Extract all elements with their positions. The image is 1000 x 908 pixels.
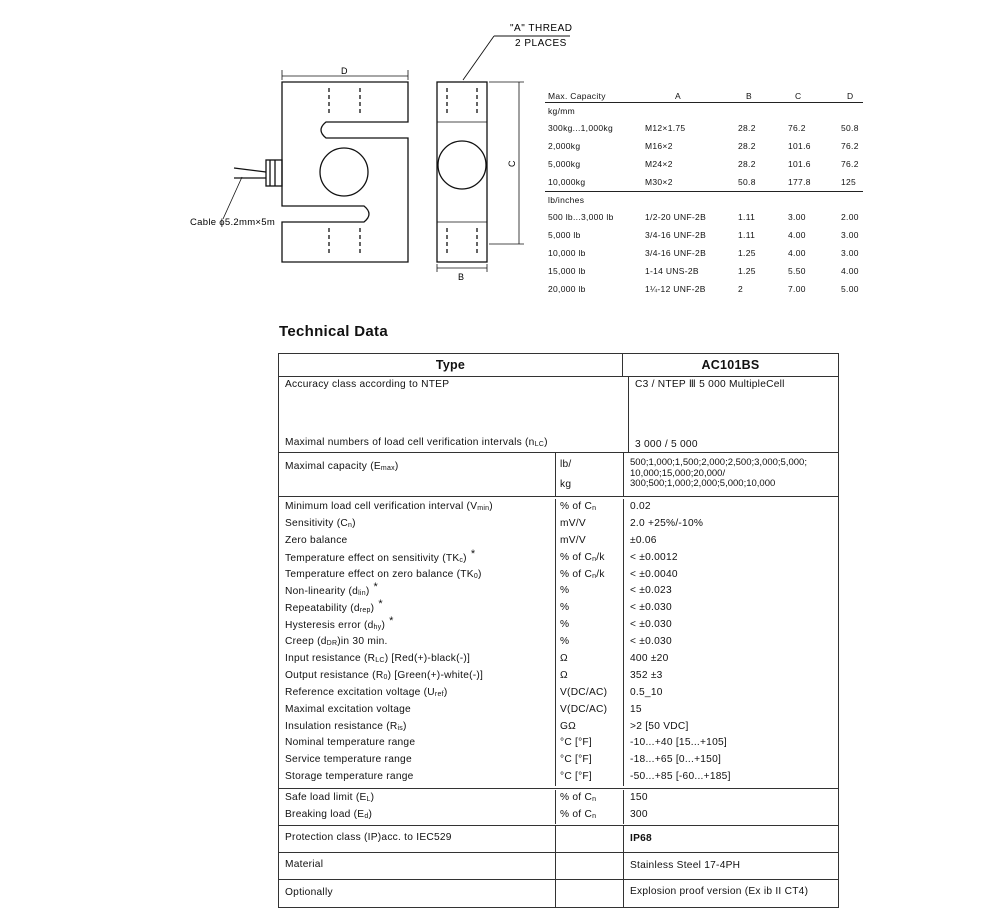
- parameter-value: < ±0.030: [630, 636, 672, 648]
- material-label: Material: [285, 858, 324, 870]
- dimension-cell: 4.00: [841, 266, 859, 276]
- parameter-unit: % of $C_n/k$: [560, 551, 605, 563]
- parameter-value: 0.02: [630, 501, 651, 512]
- dimension-cell: 2.00: [841, 212, 859, 222]
- dimension-cell: 1.25: [738, 248, 756, 258]
- dimension-cell: 28.2: [738, 159, 756, 169]
- dimension-cell: 125: [841, 177, 857, 187]
- parameter-unit: % of $C_n/k$: [560, 568, 605, 580]
- dimension-cell: 76.2: [788, 123, 806, 133]
- dimension-table: [545, 88, 863, 298]
- dimension-cell: 3.00: [788, 212, 806, 222]
- kg-rows: [545, 119, 863, 191]
- parameter-label: Temperature effect on zero balance $(TK_0)$: [285, 568, 482, 580]
- section-kg: [545, 103, 863, 119]
- protection-row: [279, 826, 838, 853]
- safe-load-label: Safe load limit $(E_L)$: [285, 792, 375, 804]
- parameter-value: < ±0.0040: [630, 568, 678, 580]
- parameter-label: Insulation resistance $(R_{is})$: [285, 720, 407, 732]
- parameter-label: Storage temperature range: [285, 771, 414, 783]
- parameter-value: -50...+85 [-60...+185]: [630, 771, 731, 783]
- parameter-unit: %: [560, 636, 570, 648]
- dimension-cell: 5,000kg: [548, 159, 581, 169]
- cable-gland: [266, 160, 282, 186]
- header-model: AC101BS: [622, 354, 838, 376]
- parameter-value: 15: [630, 703, 642, 715]
- header-d: D: [847, 91, 854, 101]
- parameter-label: Hysteresis error $(d_{hy})$ *: [285, 615, 394, 632]
- optionally-row: [279, 880, 838, 907]
- capacity-unit-lb: lb/: [560, 459, 572, 470]
- dimension-cell: 300kg...1,000kg: [548, 123, 613, 133]
- parameter-value: 352 ±3: [630, 669, 663, 681]
- dimension-cell: 28.2: [738, 141, 756, 151]
- safe-load-value: 150: [630, 792, 648, 804]
- parameter-value: < ±0.030: [630, 619, 672, 631]
- parameter-unit: °C [°F]: [560, 754, 592, 766]
- dimension-cell: M30×2: [645, 177, 673, 187]
- header-a: A: [675, 91, 681, 101]
- dimension-row: [545, 262, 863, 280]
- parameter-value: ±0.06: [630, 534, 657, 546]
- table-header-row: [279, 354, 838, 377]
- optionally-value: Explosion proof version (Ex ib II CT4): [623, 880, 838, 907]
- parameter-unit: %: [560, 585, 570, 597]
- parameter-label: Creep $(d_{DR})in$ 30 min.: [285, 636, 388, 648]
- dimension-cell: 10,000 lb: [548, 248, 586, 258]
- parameter-unit: mV/V: [560, 534, 586, 546]
- capacity-values-lb: 500;1,000;1,500;2,000;2,500;3,000;5,000;: [630, 457, 807, 468]
- dimension-c-label: C: [507, 160, 517, 167]
- safe-load-unit: % of $C_n$: [560, 792, 597, 804]
- breaking-load-unit: % of $C_n$: [560, 809, 597, 821]
- dimension-cell: 1/2-20 UNF-2B: [645, 212, 707, 222]
- parameter-label: Reference excitation voltage $(U_{ref})$: [285, 686, 448, 698]
- dimension-cell: 1¼-12 UNF-2B: [645, 284, 706, 294]
- dimension-cell: M12×1.75: [645, 123, 686, 133]
- parameter-label: Non-linearity $(d_{lin})$ *: [285, 581, 379, 598]
- capacity-values-lb-2: 10,000;15,000;20,000/: [630, 467, 726, 479]
- parameter-label: Input resistance $(R_{LC})$ [Red(+)-black(-)]: [285, 653, 471, 665]
- protection-label: Protection class (IP)acc. to IEC529: [285, 831, 452, 843]
- parameter-unit: %: [560, 602, 570, 614]
- parameter-unit: °C [°F]: [560, 737, 592, 749]
- dimension-cell: 50.8: [841, 123, 859, 133]
- dimension-d-label: D: [341, 66, 348, 76]
- dimension-cell: 1.11: [738, 230, 756, 240]
- section-kg-title: kg/mm: [548, 106, 575, 116]
- parameter-value: < ±0.030: [630, 602, 672, 614]
- dimension-cell: 28.2: [738, 123, 756, 133]
- capacity-row: [279, 453, 838, 497]
- parameter-unit: °C [°F]: [560, 771, 592, 783]
- capacity-values-kg: 300;500;1,000;2,000;5,000;10,000: [630, 478, 776, 489]
- parameter-unit: V(DC/AC): [560, 686, 608, 698]
- accuracy-label: Accuracy class according to NTEP: [285, 379, 450, 390]
- dimension-row: [545, 173, 863, 191]
- load-limit-row: [279, 789, 838, 826]
- header-capacity: Max. Capacity: [548, 91, 606, 101]
- front-view-outline: [282, 82, 408, 262]
- dimension-cell: 3.00: [841, 248, 859, 258]
- technical-data-title: Technical Data: [279, 323, 388, 340]
- dimension-cell: 101.6: [788, 159, 811, 169]
- parameter-labels: [279, 499, 555, 786]
- intervals-label: Maximal numbers of load cell verification intervals $(n_{LC})$: [285, 437, 548, 448]
- parameter-label: Temperature effect on sensitivity $(TK_c)$ *: [285, 547, 476, 564]
- protection-value: IP68: [623, 826, 838, 852]
- front-view-bore: [320, 148, 368, 196]
- dimension-cell: 1.25: [738, 266, 756, 276]
- dimension-cell: M24×2: [645, 159, 673, 169]
- dimension-cell: 3/4-16 UNF-2B: [645, 230, 707, 240]
- parameter-value: -10...+40 [15...+105]: [630, 737, 728, 749]
- optionally-label: Optionally: [285, 886, 333, 898]
- dimension-cell: 1.11: [738, 212, 756, 222]
- header-c: C: [795, 91, 802, 101]
- dimension-cell: 7.00: [788, 284, 806, 294]
- dimension-row: [545, 280, 863, 298]
- parameter-label: Service temperature range: [285, 754, 412, 766]
- capacity-unit-kg: kg: [560, 479, 572, 490]
- cable-label: Cable ϕ5.2mm×5m: [190, 217, 276, 228]
- dimension-cell: 50.8: [738, 177, 756, 187]
- parameter-unit: %: [560, 619, 570, 631]
- parameter-unit: mV/V: [560, 517, 586, 529]
- dimension-cell: 10,000kg: [548, 177, 586, 187]
- parameter-label: Sensitivity $(C_n)$: [285, 517, 356, 529]
- thread-places-label: 2 PLACES: [515, 38, 567, 49]
- material-value: Stainless Steel 17-4PH: [623, 853, 838, 879]
- dimension-cell: 15,000 lb: [548, 266, 586, 276]
- parameter-label: Nominal temperature range: [285, 737, 416, 749]
- parameter-label: Maximal excitation voltage: [285, 703, 411, 715]
- thread-label: "A" THREAD: [510, 23, 573, 34]
- dimension-cell: 20,000 lb: [548, 284, 586, 294]
- technical-data-table: [278, 353, 839, 908]
- parameter-label: Repeatability $(d_{rep})$ *: [285, 598, 383, 615]
- dimension-row: [545, 226, 863, 244]
- parameter-unit: V(DC/AC): [560, 703, 608, 715]
- dimension-cell: 5.00: [841, 284, 859, 294]
- parameter-value: < ±0.0012: [630, 551, 678, 563]
- parameter-unit: GΩ: [560, 720, 577, 732]
- dimension-cell: 177.8: [788, 177, 811, 187]
- parameter-unit: % of $C_n$: [560, 501, 597, 512]
- dimension-cell: 5.50: [788, 266, 806, 276]
- dimension-cell: 101.6: [788, 141, 811, 151]
- parameter-label: Minimum load cell verification interval $(V_{min})$: [285, 501, 493, 512]
- dimension-row: [545, 244, 863, 262]
- section-lb-title: lb/inches: [548, 195, 585, 205]
- dimension-row: [545, 155, 863, 173]
- dimension-cell: 76.2: [841, 141, 859, 151]
- breaking-load-value: 300: [630, 809, 648, 821]
- dimension-cell: 4.00: [788, 248, 806, 258]
- parameter-value: 0.5_10: [630, 686, 663, 698]
- breaking-load-label: Breaking load $(E_d)$: [285, 809, 373, 821]
- dimension-cell: 500 lb...3,000 lb: [548, 212, 614, 222]
- parameter-values: [623, 499, 838, 786]
- parameter-value: >2 [50 VDC]: [630, 720, 689, 732]
- parameter-value: -18...+65 [0...+150]: [630, 754, 722, 766]
- header-b: B: [746, 91, 752, 101]
- parameter-unit: Ω: [560, 669, 568, 681]
- accuracy-row: [279, 377, 838, 453]
- dimension-b-label: B: [458, 272, 465, 282]
- dimension-cell: 3/4-16 UNF-2B: [645, 248, 707, 258]
- dimension-row: [545, 137, 863, 155]
- dimension-cell: 2: [738, 284, 744, 294]
- material-row: [279, 853, 838, 880]
- dimension-cell: 76.2: [841, 159, 859, 169]
- dimension-table-header: [545, 88, 863, 103]
- intervals-value: 3 000 / 5 000: [635, 439, 698, 450]
- dimension-cell: 1-14 UNS-2B: [645, 266, 699, 276]
- accuracy-value: C3 / NTEP Ⅲ 5 000 MultipleCell: [635, 379, 785, 390]
- header-type: Type: [435, 358, 466, 372]
- dimension-row: [545, 119, 863, 137]
- dimension-cell: 3.00: [841, 230, 859, 240]
- dimension-cell: 5,000 lb: [548, 230, 581, 240]
- parameter-units: [555, 499, 623, 786]
- parameter-value: 400 ±20: [630, 653, 669, 665]
- parameter-unit: Ω: [560, 653, 568, 665]
- parameter-label: Output resistance $(R_0)$ [Green(+)-white(-)]: [285, 669, 484, 681]
- side-view-outline: [437, 82, 487, 262]
- lb-rows: [545, 208, 863, 298]
- dimension-cell: M16×2: [645, 141, 673, 151]
- capacity-label: Maximal capacity $(E_{max})$: [285, 461, 399, 472]
- parameter-value: < ±0.023: [630, 585, 672, 597]
- parameter-value: 2.0 +25%/-10%: [630, 517, 704, 529]
- dimension-cell: 4.00: [788, 230, 806, 240]
- dimension-row: [545, 208, 863, 226]
- parameters-row: [279, 497, 838, 789]
- dimension-cell: 2,000kg: [548, 141, 581, 151]
- parameter-label: Zero balance: [285, 534, 348, 546]
- section-lb: [545, 192, 863, 208]
